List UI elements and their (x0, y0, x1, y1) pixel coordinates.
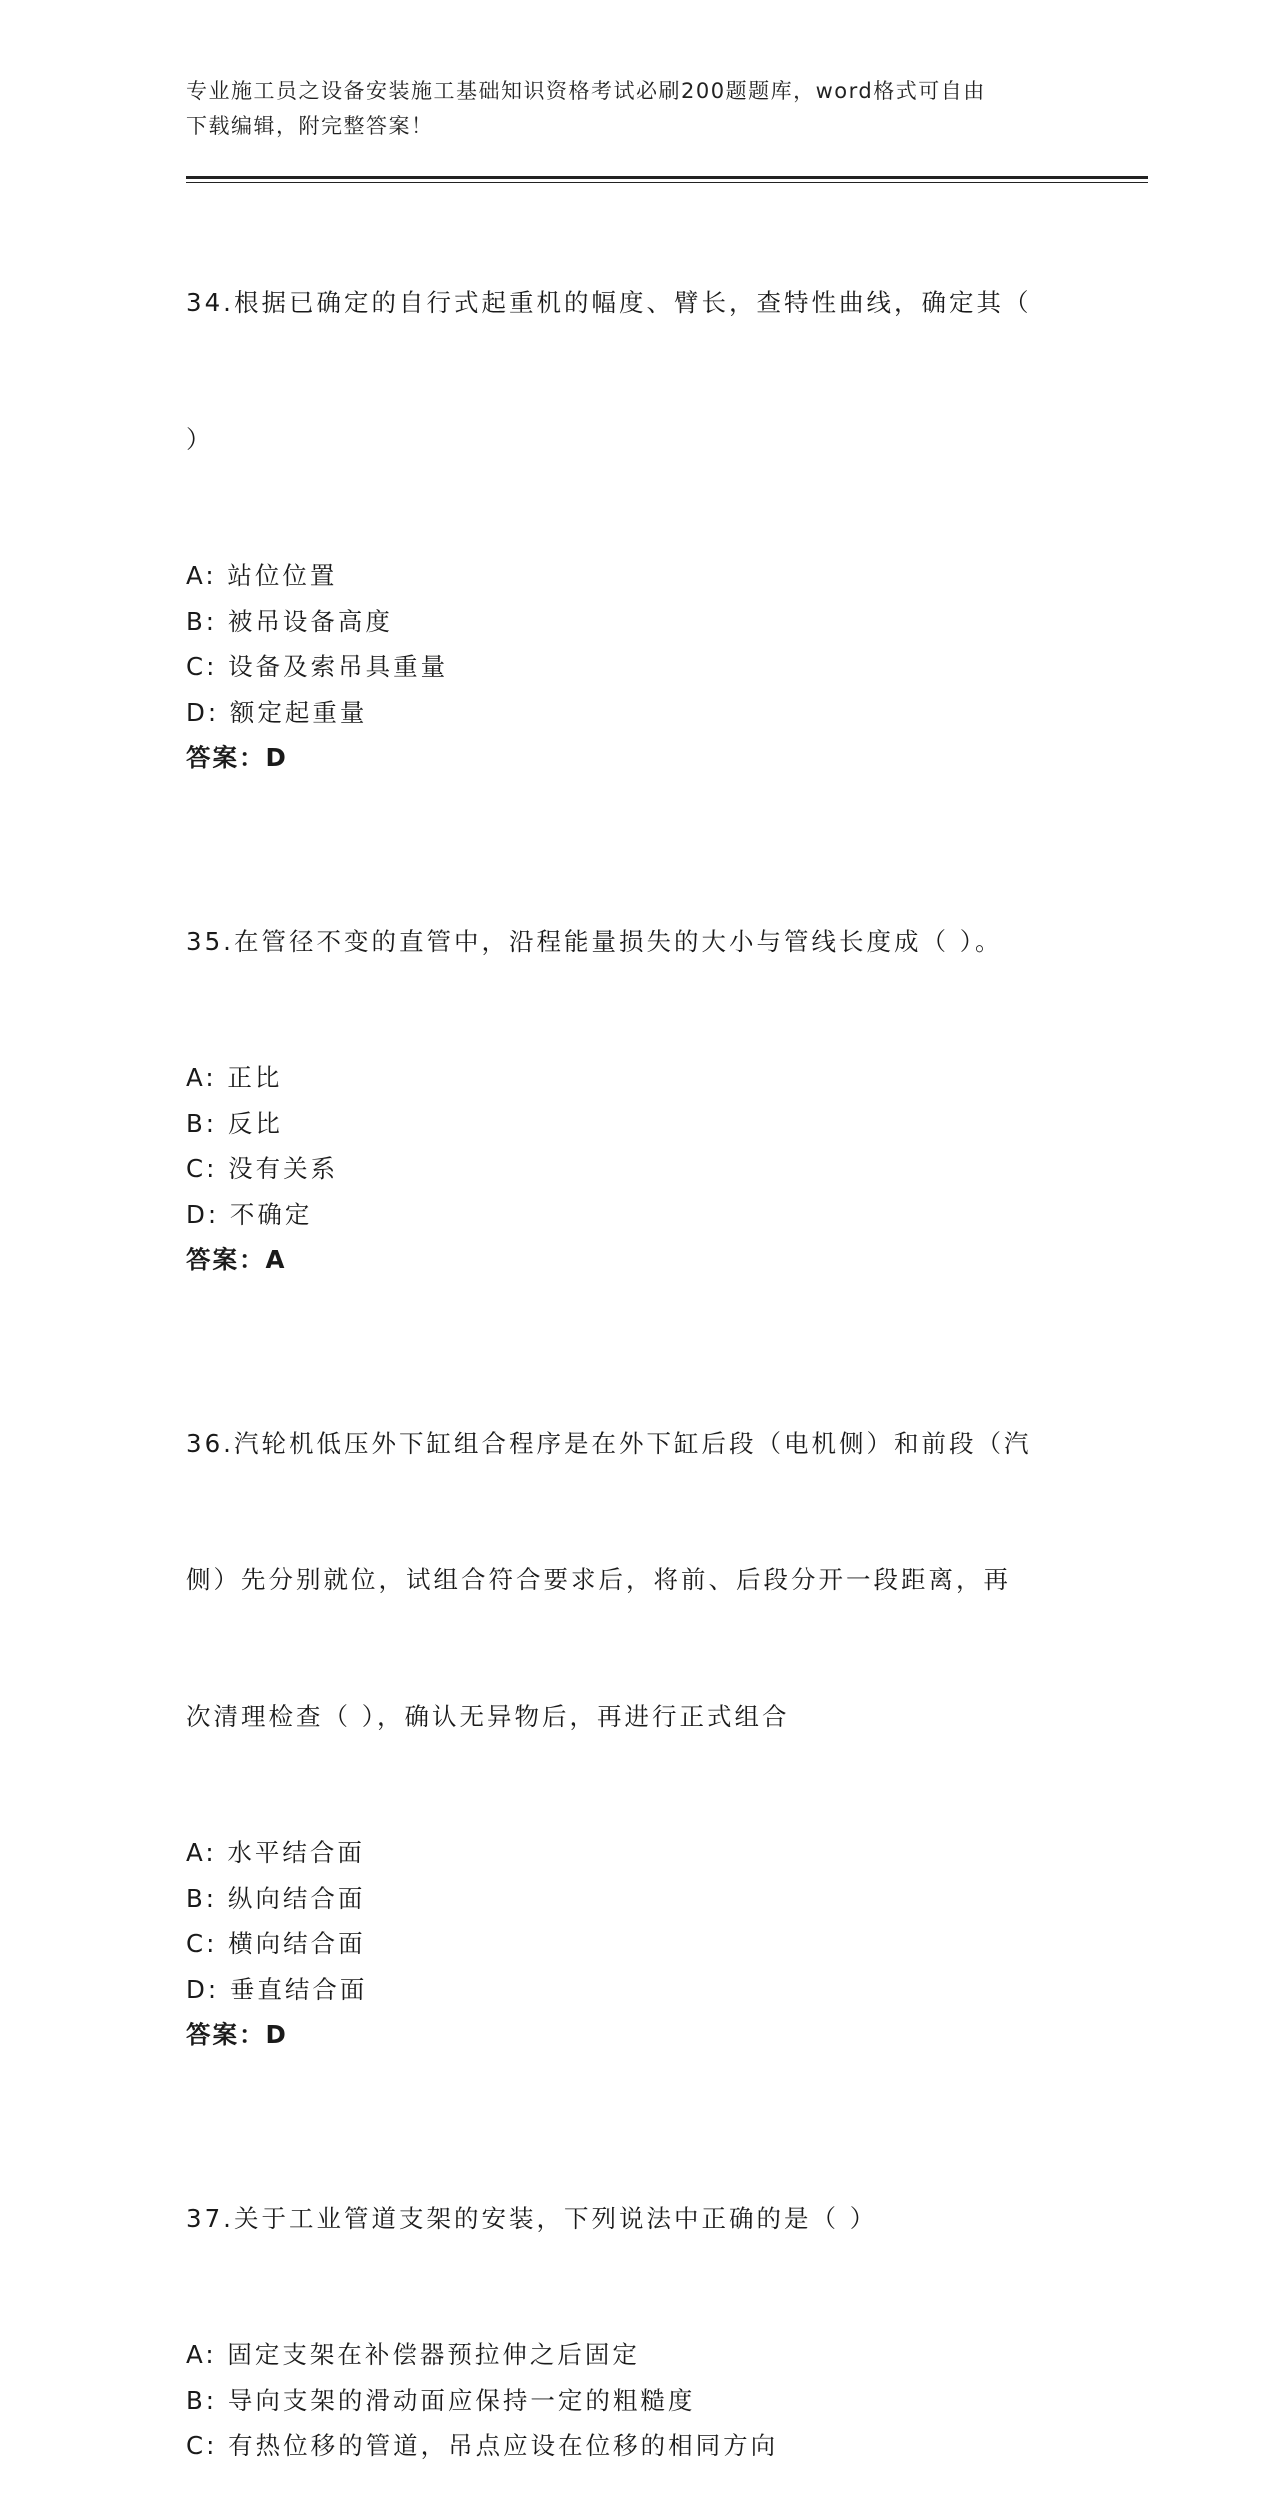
question-stem (186, 828, 1086, 1056)
question-stem-line: 36.汽轮机低压外下缸组合程序是在外下缸后段（电机侧）和前段（汽 (186, 1428, 1032, 1458)
question-stem-line: 侧）先分别就位，试组合符合要求后，将前、后段分开一段距离，再 (186, 1565, 1011, 1594)
header-line-2: 下载编辑，附完整答案！ (186, 114, 434, 138)
header-rule-thick (186, 176, 1148, 179)
option-a: A: 正比 (186, 1063, 283, 1092)
question-stem-line: 次清理检查（ ），确认无异物后，再进行正式组合 (186, 1701, 790, 1731)
question-34 (186, 189, 1086, 781)
option-d: D: 额定起重量 (186, 697, 368, 727)
option-b: B: 导向支架的滑动面应保持一定的粗糙度 (186, 2385, 696, 2415)
option-c: C: 没有关系 (186, 1154, 339, 1183)
question-35 (186, 828, 1086, 1283)
option-b: B: 反比 (186, 1108, 283, 1138)
question-stem-line: 37.关于工业管道支架的安装，下列说法中正确的是（ ） (186, 2203, 878, 2233)
answer-line: 答案：D (186, 743, 288, 772)
header-line-1: 专业施工员之设备安装施工基础知识资格考试必刷200题题库，word格式可自由 (186, 79, 986, 103)
question-stem (186, 2105, 1086, 2333)
option-a: A: 水平结合面 (186, 1838, 365, 1867)
option-d: D: 垂直结合面 (186, 1974, 368, 2004)
page-header (186, 74, 1066, 144)
header-rule-thin (186, 182, 1148, 183)
option-a: A: 固定支架在补偿器预拉伸之后固定 (186, 2340, 640, 2369)
answer-line: 答案：D (186, 2020, 288, 2049)
option-b: B: 被吊设备高度 (186, 606, 393, 636)
question-stem-line: 35.在管径不变的直管中，沿程能量损失的大小与管线长度成（ ）。 (186, 926, 1003, 956)
question-list (186, 189, 1086, 2516)
option-c: C: 横向结合面 (186, 1929, 366, 1958)
question-36 (186, 1330, 1086, 2058)
question-stem-line: ） (186, 424, 214, 454)
option-b: B: 纵向结合面 (186, 1883, 366, 1913)
option-d: D: 不确定 (186, 1199, 313, 1229)
question-stem (186, 189, 1086, 553)
question-37 (186, 2105, 1086, 2469)
answer-line: 答案：A (186, 1245, 287, 1274)
question-stem (186, 1330, 1086, 1831)
option-c: C: 设备及索吊具重量 (186, 652, 449, 681)
option-c: C: 有热位移的管道，吊点应设在位移的相同方向 (186, 2431, 779, 2460)
option-a: A: 站位位置 (186, 561, 338, 590)
question-stem-line: 34.根据已确定的自行式起重机的幅度、臂长，查特性曲线，确定其（ (186, 288, 1032, 317)
